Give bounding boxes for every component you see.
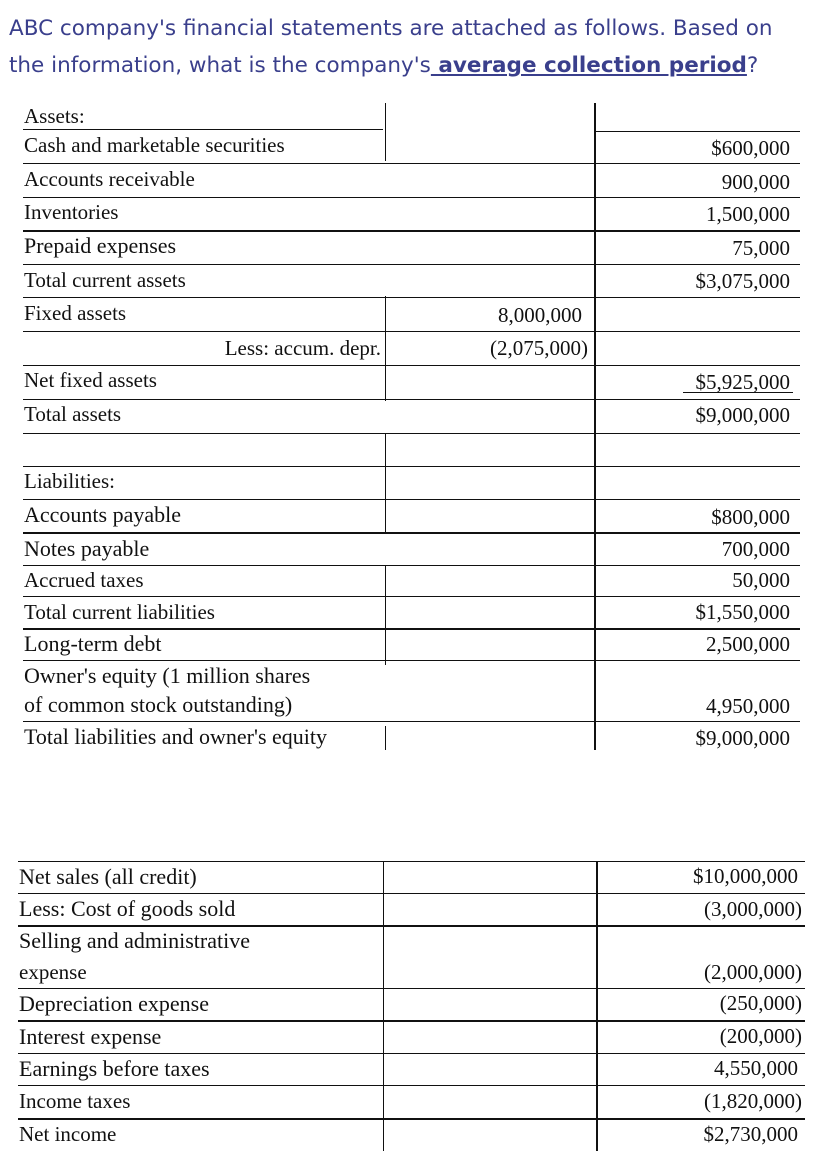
is-rule [18, 861, 805, 862]
bs-rule [23, 197, 800, 198]
bs-rule [23, 660, 800, 661]
liabilities-heading: Liabilities: [24, 469, 115, 493]
bs-rule [23, 532, 800, 534]
row-mid-amount: 8,000,000 [498, 303, 582, 327]
row-label: Notes payable [24, 536, 150, 561]
bs-rule [23, 129, 383, 130]
row-label: Cash and marketable securities [24, 133, 285, 157]
bs-rule [23, 499, 800, 500]
row-label: Accounts receivable [24, 167, 195, 191]
is-rule [18, 1118, 805, 1120]
bs-rule [23, 596, 800, 597]
question-text [9, 10, 809, 84]
row-amount: (1,820,000) [704, 1089, 802, 1113]
row-amount: $10,000,000 [693, 864, 798, 888]
row-amount: 75,000 [732, 236, 790, 260]
bs-rule [23, 466, 800, 467]
row-amount: $800,000 [711, 505, 790, 529]
row-label: Total current liabilities [24, 600, 215, 624]
row-amount: (250,000) [719, 991, 802, 1015]
row-amount: (3,000,000) [704, 897, 802, 921]
bs-rule [23, 230, 800, 232]
question-suffix: ? [746, 53, 759, 78]
average-collection-period-term: average collection period [430, 53, 747, 78]
bs-rule [23, 331, 800, 332]
row-amount: $600,000 [711, 136, 790, 160]
bs-divider-1-top [385, 103, 386, 161]
row-amount: 700,000 [721, 537, 790, 561]
bs-divider-1-end [385, 726, 386, 750]
row-label: Less: accum. depr. [224, 336, 381, 360]
row-amount: (2,000,000) [704, 960, 802, 984]
row-label: Owner's equity (1 million shares [24, 663, 311, 688]
row-label: Prepaid expenses [24, 233, 177, 258]
is-rule [18, 893, 805, 894]
row-label: expense [19, 960, 87, 984]
bs-rule [596, 131, 800, 132]
bs-rule [23, 565, 800, 566]
is-rule [18, 1085, 805, 1086]
bs-rule [23, 264, 800, 265]
row-amount: 4,550,000 [714, 1056, 798, 1080]
is-divider-2 [596, 861, 598, 1151]
row-label: Net fixed assets [24, 368, 157, 392]
row-amount: $2,730,000 [703, 1122, 798, 1146]
bs-divider-1-mid [385, 296, 386, 401]
assets-heading: Assets: [24, 104, 85, 128]
row-amount: $9,000,000 [695, 403, 790, 427]
row-label: Earnings before taxes [19, 1056, 210, 1081]
row-label: Interest expense [19, 1024, 162, 1049]
row-label: Accounts payable [24, 502, 181, 527]
row-label: Net income [19, 1122, 117, 1146]
bs-rule [23, 433, 800, 434]
row-amount: 50,000 [732, 568, 790, 592]
row-label: Inventories [24, 200, 119, 224]
row-label: Total current assets [24, 268, 186, 292]
bs-divider-1-lower [385, 433, 386, 533]
row-label: Income taxes [19, 1089, 131, 1113]
row-amount: $1,550,000 [695, 600, 790, 624]
is-rule [18, 1053, 805, 1054]
row-label: Accrued taxes [24, 568, 144, 592]
row-label: of common stock outstanding) [24, 692, 293, 717]
row-amount: 1,500,000 [706, 202, 790, 226]
bs-divider-2 [594, 103, 596, 750]
row-amount: 900,000 [721, 170, 790, 194]
row-amount: $5,925,000 [695, 370, 790, 394]
row-label: Total assets [24, 402, 122, 426]
row-amount: 4,950,000 [706, 694, 790, 718]
bs-rule [23, 297, 800, 298]
row-amount: $3,075,000 [695, 269, 790, 293]
is-divider-1 [383, 861, 384, 1151]
row-label: Selling and administrative [19, 928, 250, 953]
row-label: Depreciation expense [19, 991, 209, 1016]
bs-rule [23, 365, 800, 366]
row-label: Less: Cost of goods sold [19, 896, 236, 921]
row-amount: 2,500,000 [706, 632, 790, 656]
bs-rule [23, 163, 800, 164]
row-amount: $9,000,000 [695, 726, 790, 750]
is-rule [18, 925, 805, 927]
bs-rule [23, 721, 800, 722]
row-label: Fixed assets [24, 301, 127, 325]
question-prefix: ABC company's financial statements are attached as follows. Based on the information, what is the company's [9, 16, 773, 78]
row-label: Net sales (all credit) [19, 864, 197, 889]
bs-rule [23, 399, 800, 400]
is-rule [18, 1020, 805, 1022]
row-mid-amount: (2,075,000) [490, 336, 588, 360]
is-rule [18, 988, 805, 989]
bs-rule [23, 628, 800, 630]
row-label: Total liabilities and owner's equity [24, 724, 328, 749]
row-label: Long-term debt [24, 631, 162, 656]
bs-divider-1-bottom [385, 565, 386, 665]
row-amount: (200,000) [719, 1024, 802, 1048]
